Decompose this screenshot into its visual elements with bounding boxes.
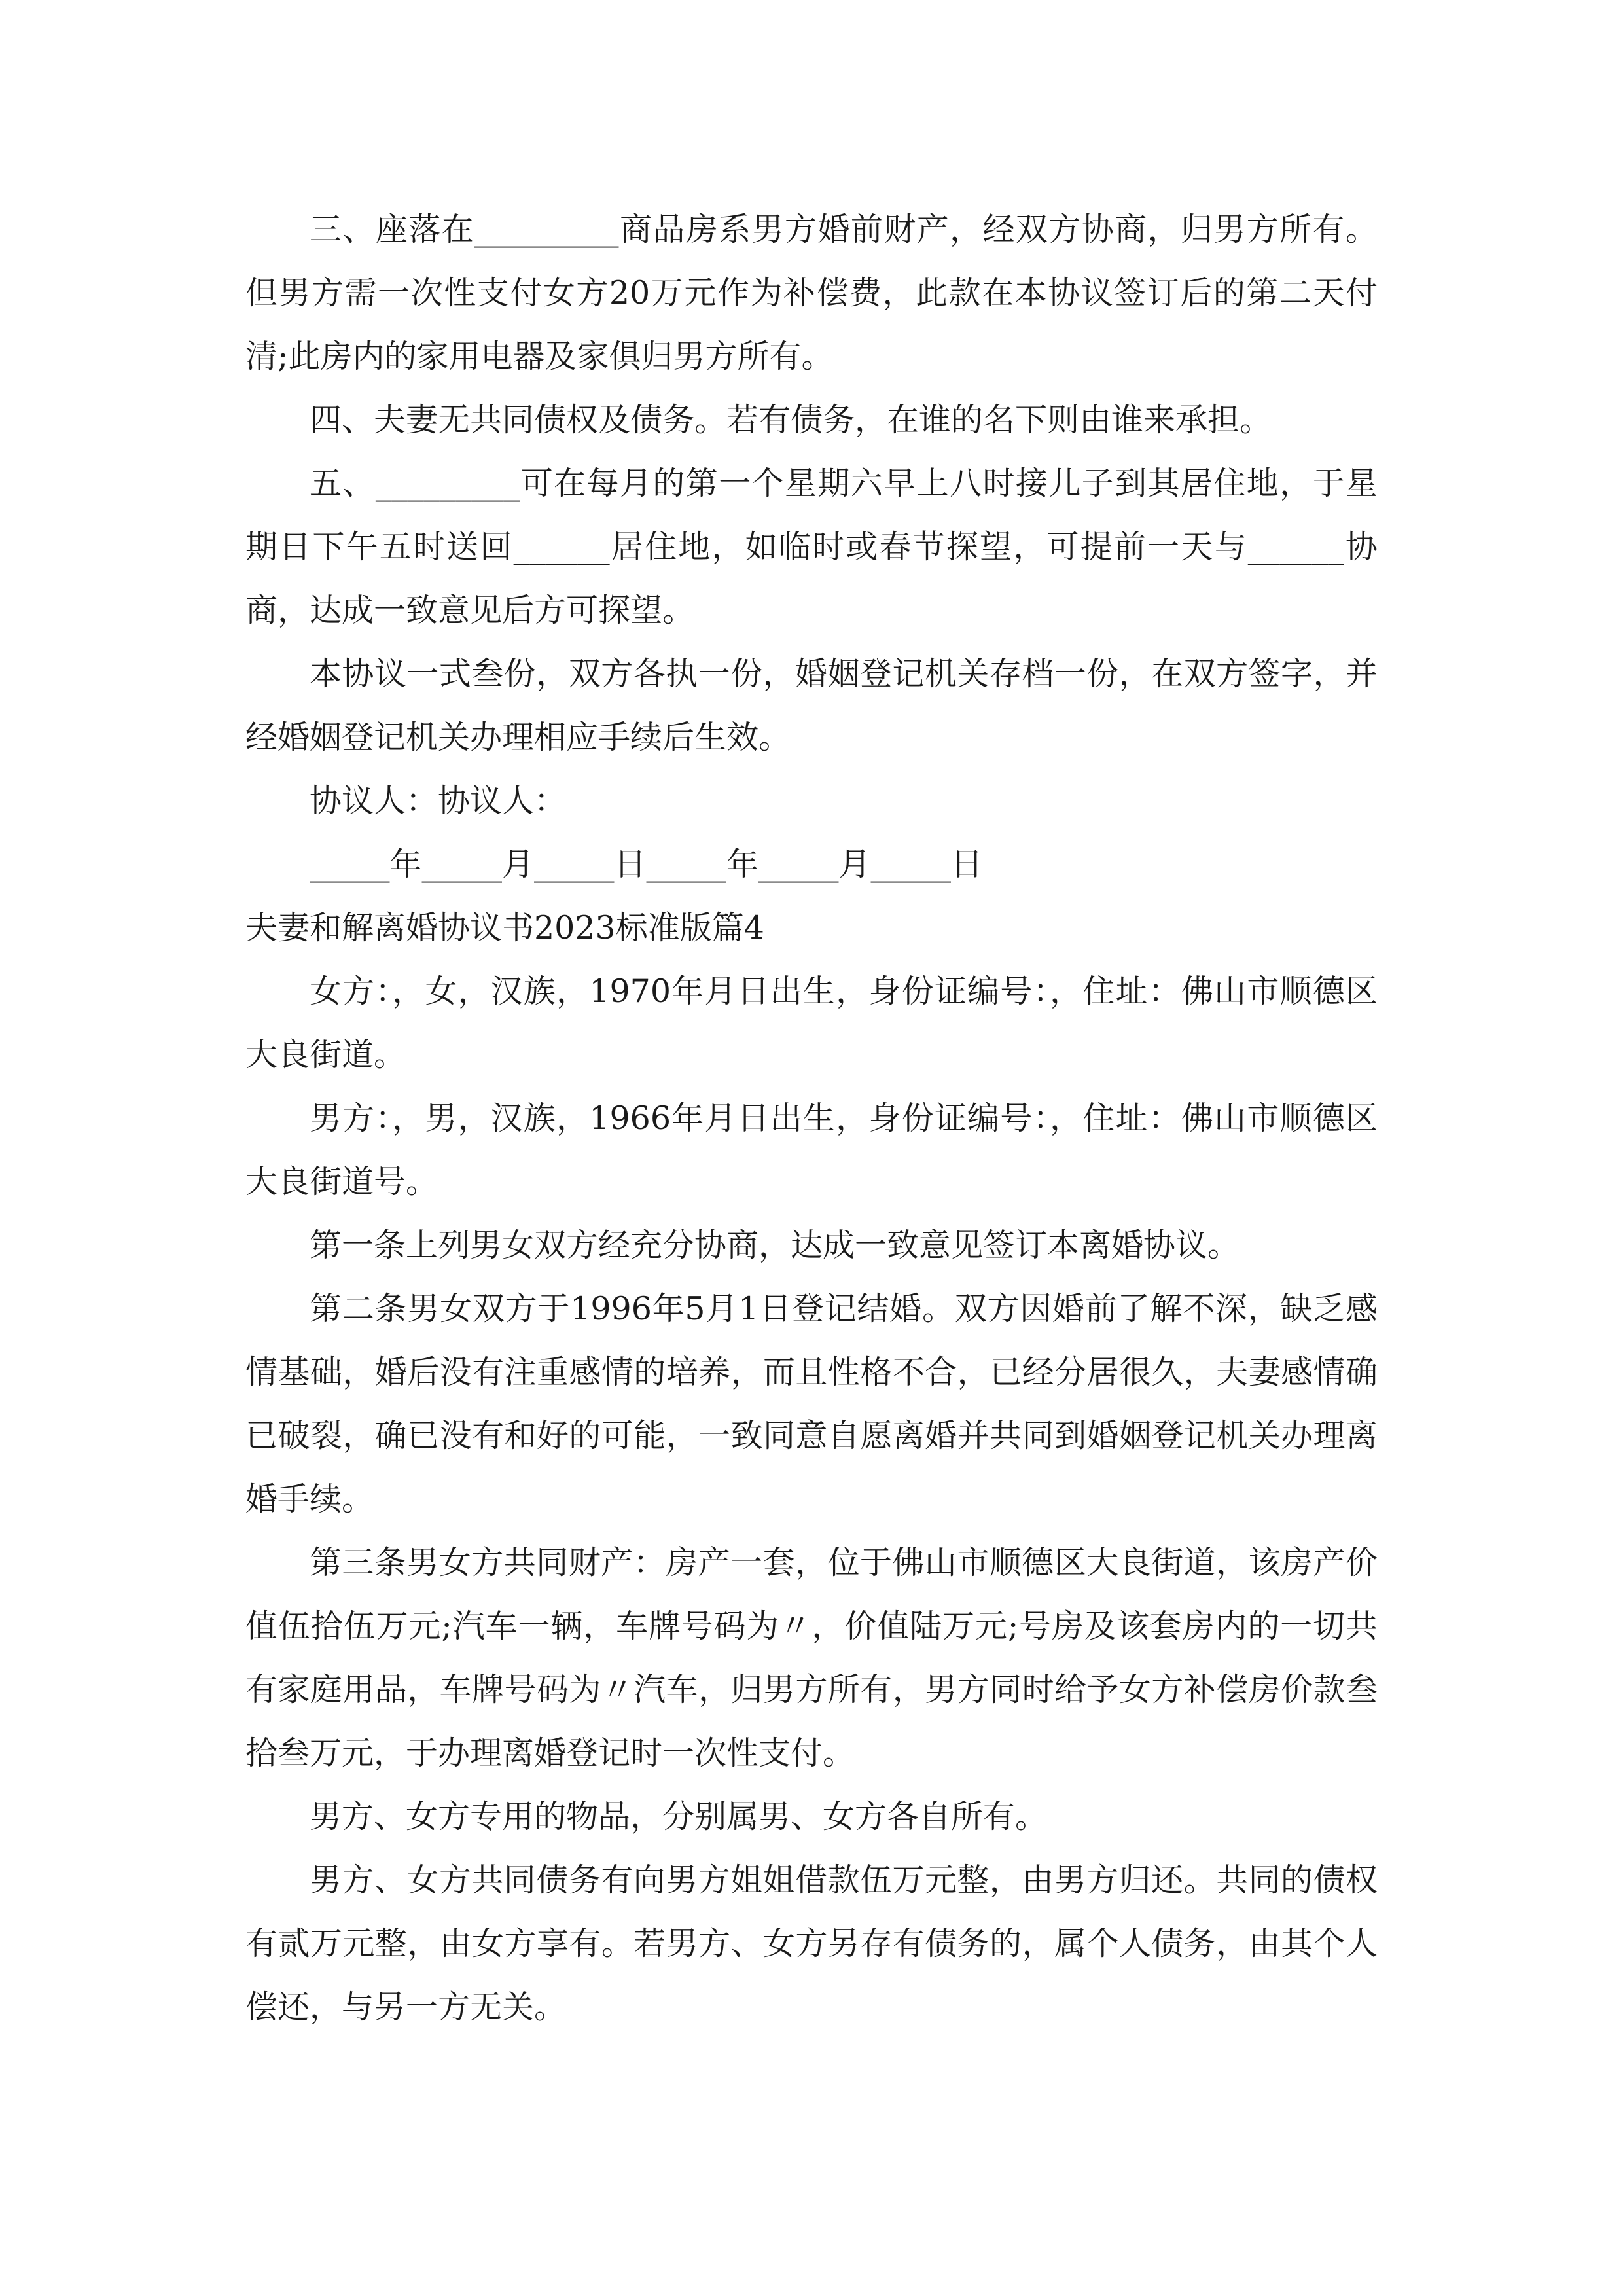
section-title: 夫妻和解离婚协议书2023标准版篇4 (245, 909, 764, 946)
paragraph-article-2: 第二条男女双方于1996年5月1日登记结婚。双方因婚前了解不深，缺乏感情基础，婚后没有注重感情的培养，而且性格不合，已经分居很久，夫妻感情确已破裂，确已没有和好的可能，一致同意自愿离婚并共同到婚姻登记机关办理离婚手续。 (245, 1290, 1378, 1518)
paragraph-article-3: 第三条男女方共同财产：房产一套，位于佛山市顺德区大良街道，该房产价值伍拾伍万元;汽车一辆，车牌号码为〃，价值陆万元;号房及该套房内的一切共有家庭用品，车牌号码为〃汽车，归男方所有，男方同时给予女方补偿房价款叁拾叁万元，于办理离婚登记时一次性支付。 (245, 1544, 1378, 1772)
paragraph-copies: 本协议一式叁份，双方各执一份，婚姻登记机关存档一份，在双方签字，并经婚姻登记机关办理相应手续后生效。 (245, 655, 1378, 756)
paragraph-property-house: 三、座落在_________商品房系男方婚前财产，经双方协商，归男方所有。但男方需一次性支付女方20万元作为补偿费，此款在本协议签订后的第二天付清;此房内的家用电器及家俱归男方所有。 (245, 211, 1378, 375)
paragraph-date-line: _____年_____月_____日_____年_____月_____日 (310, 846, 984, 883)
paragraph-visitation: 五、_________可在每月的第一个星期六早上八时接儿子到其居住地，于星期日下午五时送回______居住地，如临时或春节探望，可提前一天与______协商，达成一致意见后方可探望。 (245, 465, 1378, 629)
paragraph-wife-info: 女方：，女，汉族，1970年月日出生，身份证编号：，住址：佛山市顺德区大良街道。 (245, 973, 1378, 1073)
paragraph-debts: 四、夫妻无共同债权及债务。若有债务，在谁的名下则由谁来承担。 (310, 401, 1272, 439)
paragraph-joint-debts: 男方、女方共同债务有向男方姐姐借款伍万元整，由男方归还。共同的债权有贰万元整，由女方享有。若男方、女方另存有债务的，属个人债务，由其个人偿还，与另一方无关。 (245, 1861, 1378, 2026)
paragraph-husband-info: 男方：，男，汉族，1966年月日出生，身份证编号：，住址：佛山市顺德区大良街道号。 (245, 1100, 1378, 1200)
paragraph-signatories: 协议人：协议人： (310, 782, 567, 819)
paragraph-article-1: 第一条上列男女双方经充分协商，达成一致意见签订本离婚协议。 (310, 1227, 1240, 1264)
document-page (245, 198, 1378, 2039)
paragraph-personal-items: 男方、女方专用的物品，分别属男、女方各自所有。 (310, 1798, 1048, 1835)
